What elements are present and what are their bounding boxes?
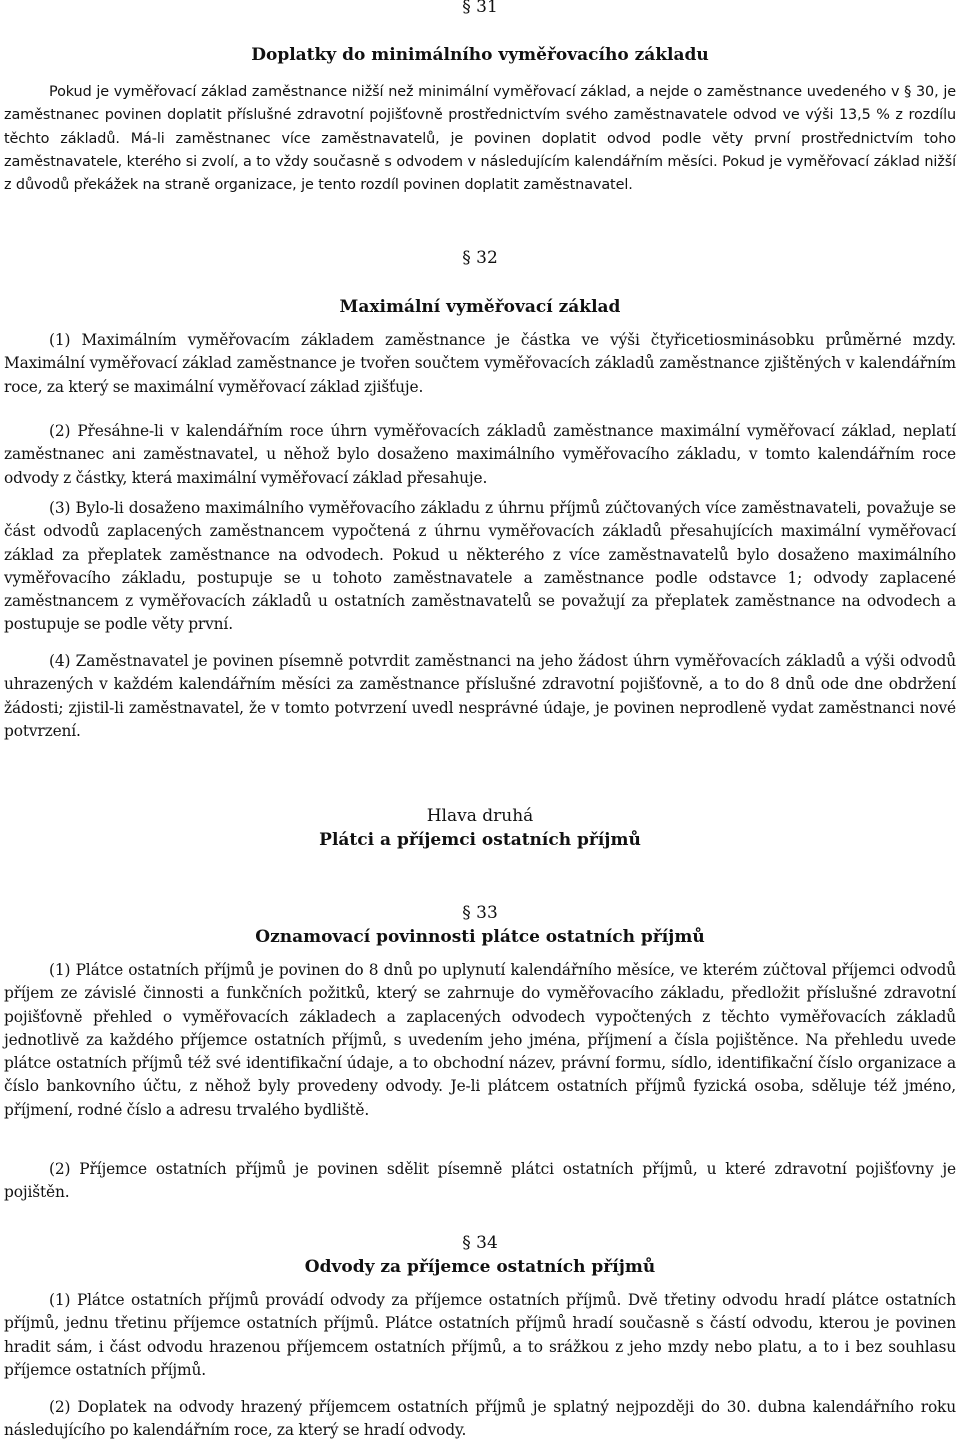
part-label: Hlava druhá xyxy=(426,806,534,826)
section-34-paragraph-2: (2) Doplatek na odvody hrazený příjemcem ostatních příjmů je splatný nejpozději do 30. dubna kalendářního roku následujícího po kalendářním roce, za který se hradí odvody. xyxy=(4,1398,956,1440)
section-31-paragraph: Pokud je vyměřovací základ zaměstnance nižší než minimální vyměřovací základ, a nejde o zaměstnance uvedeného v § 30, je zaměstnanec povinen doplatit příslušné zdravotní pojišťovně prostřednictvím svého zaměstnavatele odvod ve výši 13,5 % z rozdílu těchto základů. Má-li zaměstnanec více zaměstnavatelů, je povinen doplatit odvod podle věty první prostřednictvím toho zaměstnavatele, kterého si zvolí, a to vždy současně s odvodem v následujícím kalendářním měsíci. Pokud je vyměřovací základ nižší z důvodů překážek na straně organizace, je tento rozdíl povinen doplatit zaměstnavatel. xyxy=(4,84,956,194)
section-33-paragraph-1: (1) Plátce ostatních příjmů je povinen do 8 dnů po uplynutí kalendářního měsíce, ve kterém zúčtoval příjemci odvodů příjem ze závislé činnosti a funkčních požitků, který se zahrnuje do vyměřovacího základu, předložit příslušné zdravotní pojišťovně přehled o vyměřovacích základech a zaplacených odvodech vypočtených z těchto vyměřovacích základů jednotlivě za každého příjemce ostatních příjmů, s uvedením jeho jména, příjmení a čísla pojištěnce. Na přehledu uvede plátce ostatních příjmů též své identifikační údaje, a to obchodní název, právní formu, sídlo, identifikační číslo organizace a číslo bankovního účtu, z něhož byly provedeny odvody. Je-li plátcem ostatních příjmů fyzická osoba, sděluje též jméno, příjmení, rodné číslo a adresu trvalého bydliště. xyxy=(4,961,956,1119)
section-34-paragraph-1: (1) Plátce ostatních příjmů provádí odvody za příjemce ostatních příjmů. Dvě třetiny odvodu hradí plátce ostatních příjmů, jednu třetinu příjemce ostatních příjmů. Plátce ostatních příjmů hradí současně s částí odvodu, kterou je povinen hradit sám, i část odvodu hrazenou příjemcem ostatních příjmů, a to srážkou z jeho mzdy nebo platu, a to i bez souhlasu příjemce ostatních příjmů. xyxy=(4,1291,956,1379)
section-33-title: Oznamovací povinnosti plátce ostatních příjmů xyxy=(255,927,705,947)
part-title: Plátci a příjemci ostatních příjmů xyxy=(319,830,641,850)
section-32-paragraph-2: (2) Přesáhne-li v kalendářním roce úhrn vyměřovacích základů zaměstnance maximální vyměřovací základ, neplatí zaměstnanec ani zaměstnavatel, u něhož bylo dosaženo maximálního vyměřovacího základu, v tomto kalendářním roce odvody z částky, která maximální vyměřovací základ přesahuje. xyxy=(4,422,956,487)
section-32-title: Maximální vyměřovací základ xyxy=(339,297,621,317)
section-33-paragraph-2: (2) Příjemce ostatních příjmů je povinen sdělit písemně plátci ostatních příjmů, u které zdravotní pojišťovny je pojištěn. xyxy=(4,1160,956,1202)
section-32-paragraph-1: (1) Maximálním vyměřovacím základem zaměstnance je částka ve výši čtyřicetiosminásobku průměrné mzdy. Maximální vyměřovací základ zaměstnance je tvořen součtem vyměřovacích základů zaměstnance zjištěných v kalendářním roce, za který se maximální vyměřovací základ zjišťuje. xyxy=(4,331,956,396)
section-33-sign: § 33 xyxy=(462,903,498,923)
section-31-title: Doplatky do minimálního vyměřovacího základu xyxy=(251,45,709,65)
section-32-paragraph-4: (4) Zaměstnavatel je povinen písemně potvrdit zaměstnanci na jeho žádost úhrn vyměřovacích základů a výši odvodů uhrazených v každém kalendářním měsíci za zaměstnance příslušné zdravotní pojišťovně, a to do 8 dnů ode dne obdržení žádosti; zjistil-li zaměstnavatel, že v tomto potvrzení uvedl nesprávné údaje, je povinen neprodleně vydat zaměstnanci nové potvrzení. xyxy=(4,652,956,740)
section-34-title: Odvody za příjemce ostatních příjmů xyxy=(304,1257,656,1277)
section-34-sign: § 34 xyxy=(462,1233,498,1253)
section-32-paragraph-3: (3) Bylo-li dosaženo maximálního vyměřovacího základu z úhrnu příjmů zúčtovaných více zaměstnavateli, považuje se část odvodů zaplacených zaměstnancem vypočtená z úhrnu vyměřovacích základů přesahujících maximální vyměřovací základ za přeplatek zaměstnance na odvodech. Pokud u některého z více zaměstnavatelů bylo dosaženo maximálního vyměřovacího základu, postupuje se u tohoto zaměstnavatele a zaměstnance podle odstavce 1; odvody zaplacené zaměstnancem z vyměřovacích základů u ostatních zaměstnavatelů se považují za přeplatek zaměstnance na odvodech a postupuje se podle věty první. xyxy=(4,499,956,634)
section-32-sign: § 32 xyxy=(462,248,498,268)
section-31-sign: § 31 xyxy=(462,0,498,17)
